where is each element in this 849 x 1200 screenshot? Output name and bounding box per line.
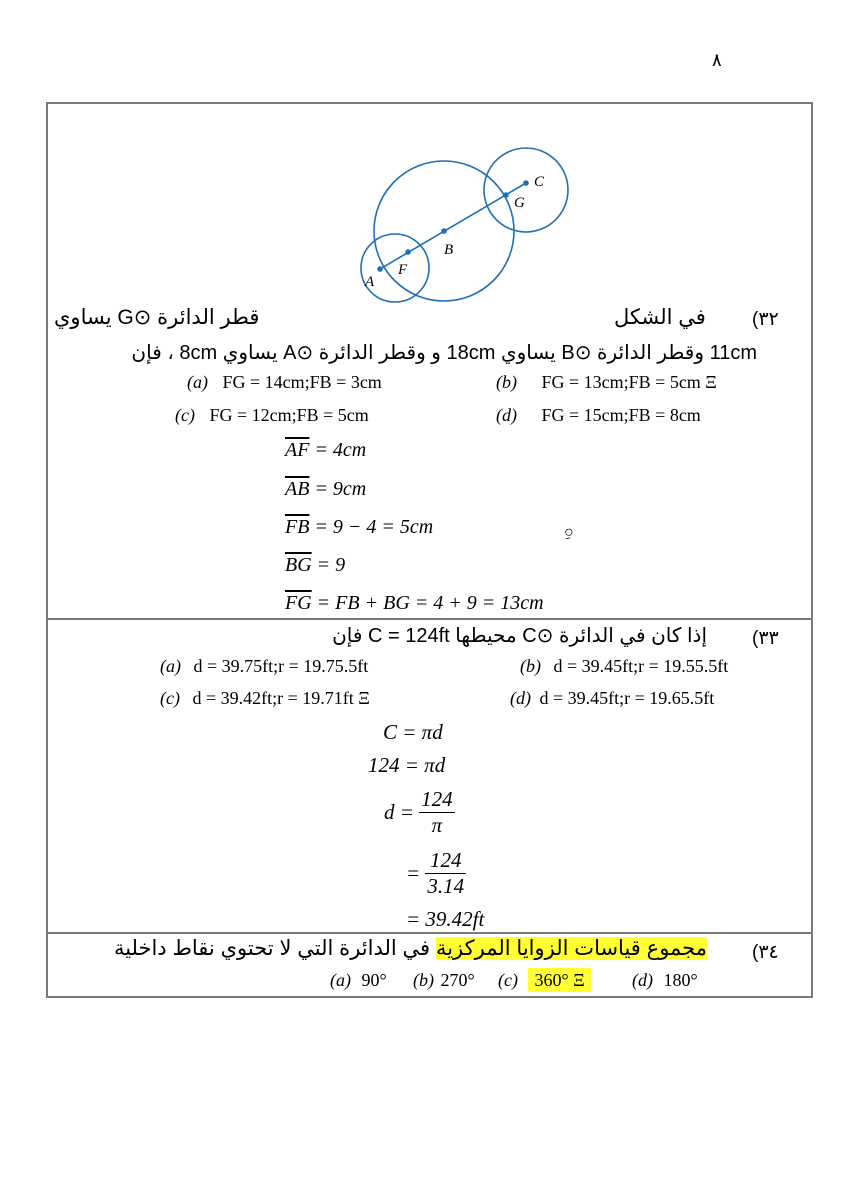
value: = 4cm — [314, 439, 367, 461]
option-text: d = 39.45ft;r = 19.65.5ft — [539, 688, 715, 708]
segment: $\overline{AB}$ — [285, 478, 310, 500]
q32-option-b[interactable] — [496, 372, 717, 393]
fraction — [425, 848, 466, 899]
denominator: π — [431, 813, 443, 837]
row-divider-2 — [46, 932, 813, 934]
value: = 9 − 4 = 5cm — [314, 516, 434, 538]
q32-solution-5 — [285, 592, 544, 615]
segment: $\overline{FG}$ — [285, 592, 312, 614]
option-label: (a) — [160, 656, 181, 676]
option-label: (c) — [498, 970, 518, 990]
option-text: 360° Ξ — [528, 968, 590, 992]
q33-text: إذا كان في الدائرة ⊙C محيطها C = 124ft فإن — [332, 625, 707, 647]
point-c — [523, 180, 529, 186]
option-label: (b) — [413, 970, 434, 990]
option-text: d = 39.45ft;r = 19.55.5ft — [553, 656, 729, 676]
q34-option-d[interactable] — [632, 970, 698, 991]
q32-solution-4 — [285, 554, 345, 577]
option-text: FG = 12cm;FB = 5cm — [209, 405, 369, 425]
q33-option-d[interactable] — [510, 688, 714, 709]
option-label: (d) — [510, 688, 531, 708]
value: = FB + BG = 4 + 9 = 13cm — [316, 592, 544, 614]
option-text: 90° — [361, 970, 387, 990]
circles-figure — [340, 118, 590, 318]
q32-solution-1 — [285, 439, 366, 462]
point-f — [405, 249, 411, 255]
point-b — [441, 228, 447, 234]
q32-line1-right: في الشكل — [614, 306, 706, 329]
fraction — [419, 787, 455, 838]
circle-a — [361, 234, 429, 302]
option-text: 270° — [440, 970, 475, 990]
q33-option-a[interactable] — [160, 656, 368, 677]
row-divider-1 — [46, 618, 813, 620]
stray-mark: ِ○ — [564, 524, 574, 541]
q34-text — [114, 936, 707, 961]
label-b: B — [444, 242, 454, 258]
q33-option-b[interactable] — [520, 656, 728, 677]
option-label: (c) — [160, 688, 180, 708]
option-label: (a) — [187, 372, 208, 392]
option-text: d = 39.75ft;r = 19.75.5ft — [193, 656, 369, 676]
page-number: ٨ — [712, 50, 722, 70]
point-a — [377, 266, 383, 272]
q33-solution-4 — [406, 848, 466, 899]
circle-g — [484, 148, 568, 232]
question-text: في الدائرة التي لا تحتوي نقاط داخلية — [113, 937, 431, 960]
q32-option-c[interactable] — [175, 405, 369, 426]
q33-solution-5: = 39.42ft — [406, 907, 485, 931]
q33-option-c[interactable] — [160, 688, 370, 709]
option-label: (b) — [496, 372, 517, 392]
label-f: F — [398, 262, 408, 278]
q33-solution-3 — [384, 787, 455, 838]
q32-number: ٣٢) — [752, 309, 779, 330]
q32-solution-3 — [285, 516, 433, 539]
label-c: C — [534, 174, 545, 190]
option-label: (d) — [496, 405, 517, 425]
value: = 9cm — [314, 478, 367, 500]
option-label: (c) — [175, 405, 195, 425]
option-label: (a) — [330, 970, 351, 990]
segment: $\overline{BG}$ — [285, 554, 312, 576]
q34-option-c[interactable] — [498, 970, 591, 991]
q32-option-a[interactable] — [187, 372, 382, 393]
highlighted-text: مجموع قياسات الزوايا المركزية — [435, 937, 707, 960]
option-label: (d) — [632, 970, 653, 990]
option-text: FG = 13cm;FB = 5cm Ξ — [541, 372, 717, 392]
q32-solution-2 — [285, 478, 366, 501]
value: = 9 — [316, 554, 346, 576]
q32-option-d[interactable] — [496, 405, 701, 426]
q33-solution-1: C = πd — [383, 720, 443, 744]
q32-line1-left: قطر الدائرة ⊙G يساوي — [54, 306, 260, 329]
q33-number: ٣٣) — [752, 628, 779, 649]
lhs: = — [406, 861, 421, 885]
option-text: d = 39.42ft;r = 19.71ft Ξ — [192, 688, 370, 708]
point-g — [503, 192, 509, 198]
numerator: 124 — [425, 848, 466, 874]
option-text: 180° — [663, 970, 698, 990]
q33-solution-2: 124 = πd — [368, 753, 446, 777]
option-text: FG = 15cm;FB = 8cm — [541, 405, 701, 425]
label-a: A — [365, 274, 375, 290]
denominator: 3.14 — [427, 874, 465, 898]
q34-option-a[interactable] — [330, 970, 387, 991]
segment: $\overline{FB}$ — [285, 516, 310, 538]
segment: $\overline{AF}$ — [285, 439, 310, 461]
option-label: (b) — [520, 656, 541, 676]
q34-number: ٣٤) — [752, 942, 779, 963]
lhs: d = — [384, 800, 414, 824]
q34-option-b[interactable] — [413, 970, 475, 991]
numerator: 124 — [421, 787, 453, 811]
option-text: FG = 14cm;FB = 3cm — [222, 372, 382, 392]
q32-line2: 11cm وقطر الدائرة ⊙B يساوي 18cm و وقطر الدائرة ⊙A يساوي 8cm ، فإن — [131, 342, 757, 364]
label-g: G — [514, 195, 525, 211]
